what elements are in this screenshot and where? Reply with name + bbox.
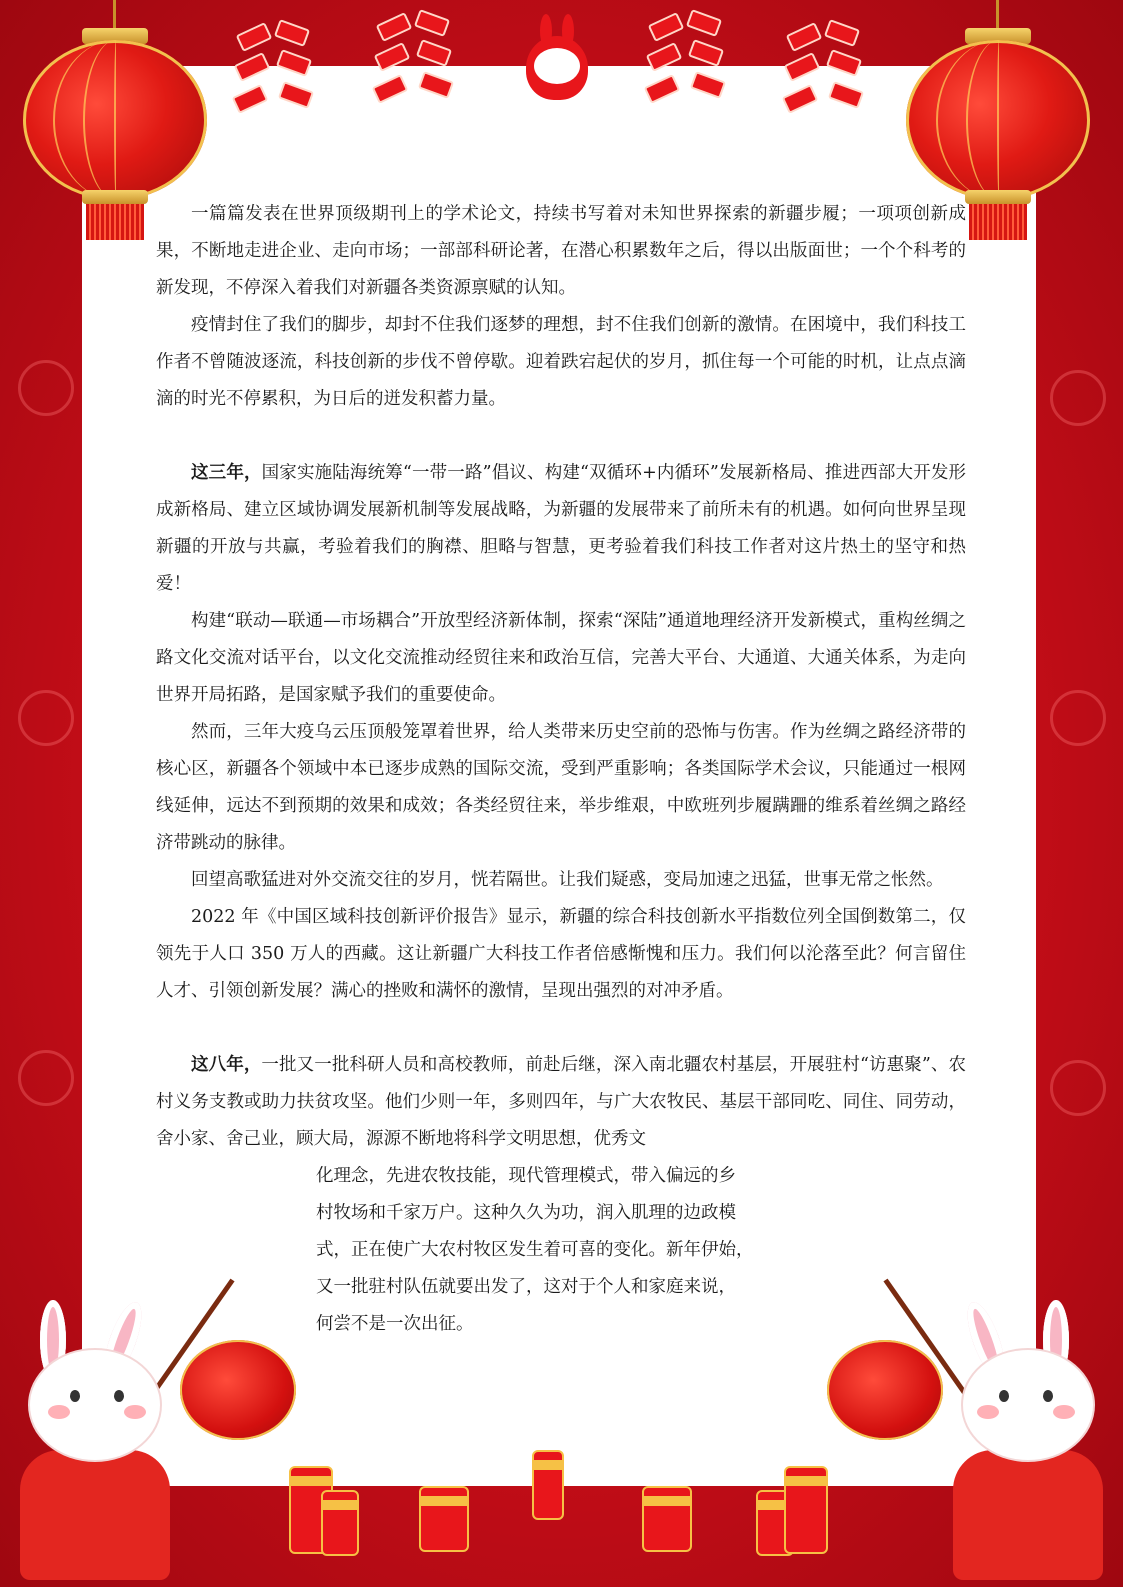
section-eight-years: [156, 1047, 966, 1158]
paragraph: 疫情封住了我们的脚步，却封不住我们逐梦的理想，封不住我们创新的激情。在困境中，我们科技工作者不曾随波逐流，科技创新的步伐不曾停歇。迎着跌宕起伏的岁月，抓住每一个可能的时机，让点点滴滴的时光不停累积，为日后的迸发积蓄力量。: [156, 315, 966, 409]
firecracker-icon: [640, 8, 750, 118]
paragraph: 一篇篇发表在世界顶级期刊上的学术论文，持续书写着对未知世界探索的新疆步履；一项项创新成果，不断地走进企业、走向市场；一部部科研论著，在潜心积累数年之后，得以出版面世；一个个科考的新发现，不停深入着我们对新疆各类资源禀赋的认知。: [156, 204, 966, 298]
section-text: 一批又一批科研人员和高校教师，前赴后继，深入南北疆农村基层，开展驻村“访惠聚”、农村义务支教或助力扶贫攻坚。他们少则一年，多则四年，与广大农牧民、基层干部同吃、同住、同劳动，舍小家、舍己业，顾大局，源源不断地将科学文明思想，优秀文: [156, 1055, 967, 1149]
section-lead: 这八年，: [191, 1055, 262, 1075]
narrow-text-block: [316, 1158, 816, 1343]
text-line: 化理念，先进农牧技能，现代管理模式，带入偏远的乡: [316, 1166, 736, 1186]
paragraph: 2022 年《中国区域科技创新评价报告》显示，新疆的综合科技创新水平指数位列全国倒数第二，仅领先于人口 350 万人的西藏。这让新疆广大科技工作者倍感惭愧和压力。我们何以沦落至此？何言留住人才、引领创新发展？满心的挫败和满怀的激情，呈现出强烈的对冲矛盾。: [156, 907, 966, 1001]
swirl-decoration: [18, 690, 74, 746]
paragraph: 回望高歌猛进对外交流交往的岁月，恍若隔世。让我们疑惑，变局加速之迅猛，世事无常之怅然。: [191, 870, 944, 890]
section-lead: 这三年，: [191, 463, 262, 483]
firecracker-icon: [228, 18, 338, 128]
firework-icon: [415, 1470, 475, 1560]
firework-icon: [528, 1440, 568, 1530]
paragraph: 然而，三年大疫乌云压顶般笼罩着世界，给人类带来历史空前的恐怖与伤害。作为丝绸之路经济带的核心区，新疆各个领域中本已逐步成熟的国际交流，受到严重影响；各类国际学术会议，只能通过一根网线延伸，远达不到预期的效果和成效；各类经贸往来，举步维艰，中欧班列步履蹒跚的维系着丝绸之路经济带跳动的脉律。: [156, 722, 966, 853]
firecracker-icon: [368, 8, 478, 118]
swirl-decoration: [18, 360, 74, 416]
article-body: [156, 196, 966, 1343]
swirl-decoration: [1050, 690, 1106, 746]
paragraph: 构建“联动—联通—市场耦合”开放型经济新体制，探索“深陆”通道地理经济开发新模式，重构丝绸之路文化交流对话平台，以文化交流推动经贸往来和政治互信，完善大平台、大通道、大通关体系，为走向世界开局拓路，是国家赋予我们的重要使命。: [156, 611, 966, 705]
rabbit-icon: [823, 1250, 1123, 1587]
text-line: 村牧场和千家万户。这种久久为功，润入肌理的边政模: [316, 1203, 736, 1223]
swirl-decoration: [1050, 370, 1106, 426]
firework-icon: [752, 1450, 832, 1560]
swirl-decoration: [18, 1050, 74, 1106]
firework-icon: [638, 1470, 698, 1560]
section-three-years: [156, 455, 966, 603]
rabbit-icon: [0, 1250, 300, 1587]
swirl-decoration: [1050, 1060, 1106, 1116]
text-line: 又一批驻村队伍就要出发了，这对于个人和家庭来说，: [316, 1277, 736, 1297]
firework-icon: [285, 1450, 365, 1560]
rabbit-icon: [526, 36, 588, 100]
text-line: 式，正在使广大农村牧区发生着可喜的变化。新年伊始，: [316, 1240, 754, 1260]
firecracker-icon: [778, 18, 888, 128]
section-text: 国家实施陆海统筹“一带一路”倡议、构建“双循环+内循环”发展新格局、推进西部大开发形成新格局、建立区域协调发展新机制等发展战略，为新疆的发展带来了前所未有的机遇。如何向世界呈现新疆的开放与共赢，考验着我们的胸襟、胆略与智慧，更考验着我们科技工作者对这片热土的坚守和热爱！: [156, 463, 967, 594]
text-line: 何尝不是一次出征。: [316, 1314, 474, 1334]
